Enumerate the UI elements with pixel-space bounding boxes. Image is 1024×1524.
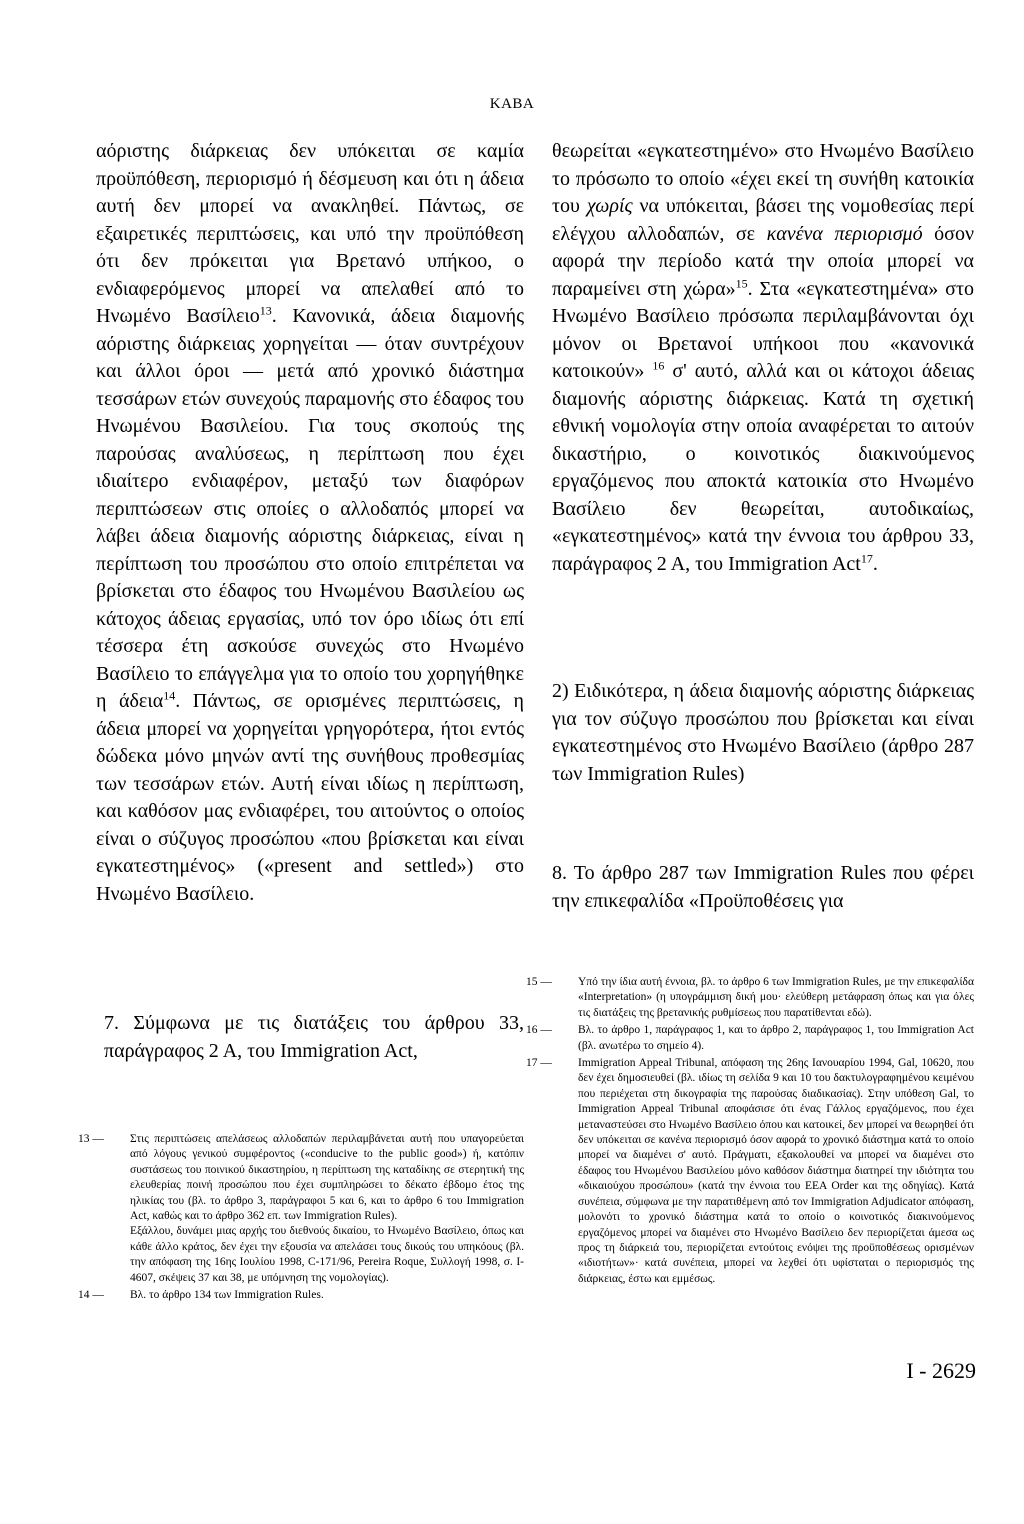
footnote-ref-13[interactable]: 13 [259, 303, 272, 318]
footnote-number: 15 — [526, 976, 552, 988]
left-text-c: . Πάντως, σε ορισμένες περιπτώσεις, η άδεια μπορεί να χορηγείται γρηγορότερα, ήτοι εντός δώδεκα μόνο μηνών αντί της συνήθους προθεσμίας των τεσσάρων ετών. Αυτή είναι ιδίως η περίπτωση, και καθόσον μας ενδιαφέρει, του αιτούντος ο οποίος είναι ο σύζυγος προσώπου «που βρίσκεται και είναι εγκατεστημένος» («present and settled») στο Ηνωμένο Βασίλειο. [96, 690, 524, 905]
left-column-text [96, 138, 524, 908]
footnote-text: Υπό την ίδια αυτή έννοια, βλ. το άρθρο 6 των Immigration Rules, με την επικεφαλίδα «Interpretation» (η υπογράμμιση δική μου· ελεύθερη μετάφραση όπως και για όλες τις διατάξεις της βρετανικής ρυθμίσεως που παρατίθενται εδώ). [578, 976, 974, 1019]
footnote-number: 17 — [526, 1057, 552, 1070]
right-text-f: . [872, 552, 878, 575]
footnote-text: Βλ. το άρθρο 1, παράγραφος 1, και το άρθρο 2, παράγραφος 1, του Immigration Act (βλ. ανωτέρω το σημείο 4). [578, 1024, 974, 1052]
page-number: I - 2629 [906, 1358, 976, 1383]
footnote-number: 13 — [78, 1133, 104, 1145]
footnote-16 [526, 1023, 974, 1054]
footnote-ref-16[interactable]: 16 [652, 358, 665, 373]
footnote-ref-15[interactable]: 15 [735, 275, 748, 290]
footnote-number: 14 — [78, 1289, 104, 1302]
right-text-a: θεωρείται «εγκατεστημένο» στο Ηνωμένο Βασίλειο το πρόσωπο το οποίο «έχει εκεί τη συνήθη κατοικία του [552, 140, 974, 217]
section-heading: 2) Ειδικότερα, η άδεια διαμονής αόριστης διάρκειας για τον σύζυγο προσώπου που βρίσκεται και είναι εγκατεστημένος στο Ηνωμένο Βασίλειο (άρθρο 287 των Immigration Rules) [552, 680, 974, 785]
right-text-c: όσον αφορά την περίοδο κατά την οποία μπορεί να παραμείνει στη χώρα» [552, 222, 974, 300]
footnote-ref-17[interactable]: 17 [860, 550, 873, 565]
right-italic-a: χωρίς [586, 195, 633, 217]
footnote-15 [526, 975, 974, 1021]
right-text-b: να υπόκειται, βάσει της νομοθεσίας περί ελέγχου αλλοδαπών, σε [552, 195, 975, 245]
footnote-17 [526, 1056, 974, 1287]
right-text-e: σ' αυτό, αλλά και οι κάτοχοι άδειας διαμονής αόριστης διάρκειας. Κατά τη σχετική εθνική νομολογία στην οποία αναφέρεται το αιτούν δικαστήριο, ο κοινοτικός διακινούμενος εργαζόμενος που αποκτά κατοικία στο Ηνωμένο Βασίλειο δεν θεωρείται, αυτοδικαίως, «εγκατεστημένος» κατά την έννοια του άρθρου 33, παράγραφος 2 Α, του Immigration Act [552, 360, 974, 575]
footnote-text-continued: Εξάλλου, δυνάμει μιας αρχής του διεθνούς δικαίου, το Ηνωμένο Βασίλειο, όπως και κάθε άλλο κράτος, δεν έχει την εξουσία να απελάσει τους δικούς του υπηκόους (βλ. την απόφαση της 16ης Ιουλίου 1998, C-171/96, Pereira Roque, Συλλογή 1998, σ. I-4607, σκέψεις 37 και 38, με υπόμνηση της νομολογίας). [130, 1225, 524, 1284]
paragraph-7: 7. Σύμφωνα με τις διατάξεις του άρθρου 33, παράγραφος 2 Α, του Immigration Act, [104, 1012, 524, 1062]
footnote-ref-14[interactable]: 14 [163, 688, 176, 703]
footnote-text: Στις περιπτώσεις απελάσεως αλλοδαπών περιλαμβάνεται αυτή που υπαγορεύεται από λόγους γενικού συμφέροντος («conducive to the public good») ή, κατόπιν συστάσεως του ποινικού δικαστηρίου, η περίπτωση της καταδίκης σε στερητική της ελευθερίας ποινή προσώπου που έχει συμπληρώσει το δέκατο έβδομο έτος της ηλικίας του (βλ. το άρθρο 3, παράγραφοι 5 και 6, και το άρθρο 6 του Immigration Act, καθώς και το άρθρο 362 επ. των Immigration Rules). [130, 1133, 524, 1223]
right-text-d: . Στα «εγκατεστημένα» στο Ηνωμένο Βασίλειο πρόσωπα περιλαμβάνονται όχι μόνον οι Βρετανοί υπήκοοι που «κανονικά κατοικούν» [552, 277, 975, 382]
right-column-text [552, 138, 974, 578]
paragraph-8: 8. Το άρθρο 287 των Immigration Rules που φέρει την επικεφαλίδα «Προϋποθέσεις για [552, 862, 974, 912]
footnote-14 [78, 1288, 524, 1303]
right-italic-b: κανένα περιορισμό [766, 222, 923, 245]
footnote-text: Immigration Appeal Tribunal, απόφαση της 26ης Ιανουαρίου 1994, Gal, 10620, που δεν έχει δημοσιευθεί (βλ. ιδίως τη σελίδα 9 και 10 του δακτυλογραφημένου κειμένου που περιέχεται στη δικογραφία της παρούσας διαδικασίας). Στην υπόθεση Gal, το Immigration Appeal Tribunal αποφάσισε ότι ένας Γάλλος εργαζόμενος, που έχει μεταναστεύσει στο Ηνωμένο Βασίλειο όπου και κατοικεί, δεν μπορεί να θεωρηθεί ότι δεν υπόκειται σε κανένα περιορισμό όσον αφορά το χρονικό διάστημα κατά το οποίο μπορεί να διαμένει σ' αυτό. Πράγματι, εξακολουθεί να μπορεί να διαμένει στο έδαφος του Ηνωμένου Βασιλείου μόνο καθόσον διάστημα διατηρεί την ιδιότητα του «δικαιούχου προσώπου» (κατά την έννοια του EEA Order και της οδηγίας). Κατά συνέπεια, σύμφωνα με την παρατιθέμενη από τον Immigration Adjudicator απόφαση, μολονότι το χρονικό διάστημα κατά το οποίο ο κοινοτικός διακινούμενος εργαζόμενος μπορεί να διαμένει στο Ηνωμένο Βασίλειο δεν περιορίζεται άμεσα ως προς τη διάρκειά του, περιορίζεται εντούτοις ενόψει της προϋποθέσεως ορισμένων «ιδιοτήτων»· κατά συνέπεια, μπορεί να λεχθεί ότι υφίσταται ο περιορισμός της διάρκειας, έστω και εμμέσως. [578, 1057, 974, 1285]
footnote-13 [78, 1132, 524, 1286]
left-text-b: . Κανονικά, άδεια διαμονής αόριστης διάρκειας χορηγείται — όταν συντρέχουν και άλλοι όροι — μετά από χρονικό διάστημα τεσσάρων ετών συνεχούς παραμονής στο έδαφος του Ηνωμένου Βασιλείου. Για τους σκοπούς της παρούσας αναλύσεως, η περίπτωση που έχει ιδιαίτερο ενδιαφέρον, μεταξύ των διαφόρων περιπτώσεων στις οποίες ο αλλοδαπός μπορεί να λάβει άδεια διαμονής αόριστης διάρκειας, είναι η περίπτωση του προσώπου στο οποίο επιτρέπεται να βρίσκεται στο έδαφος του Ηνωμένου Βασιλείου ως κάτοχος άδειας εργασίας, υπό τον όρο ιδίως ότι επί τέσσερα έτη ασκούσε συνεχώς στο Ηνωμένο Βασίλειο το επάγγελμα για το οποίο του χορηγήθηκε η άδεια [96, 305, 524, 712]
footnote-number: 16 — [526, 1024, 552, 1037]
footnotes-left [78, 1132, 524, 1305]
footnotes-right [526, 975, 974, 1289]
left-text-a: αόριστης διάρκειας δεν υπόκειται σε καμία προϋπόθεση, περιορισμό ή δέσμευση και ότι η άδεια αυτή δεν μπορεί να ανακληθεί. Πάντως, σε εξαιρετικές περιπτώσεις, και υπό την προϋπόθεση ότι δεν πρόκειται για Βρετανό υπήκοο, ο ενδιαφερόμενος μπορεί να απελαθεί από το Ηνωμένο Βασίλειο [96, 140, 524, 327]
running-header: KABA [489, 96, 535, 112]
footnote-text: Βλ. το άρθρο 134 των Immigration Rules. [130, 1289, 324, 1302]
